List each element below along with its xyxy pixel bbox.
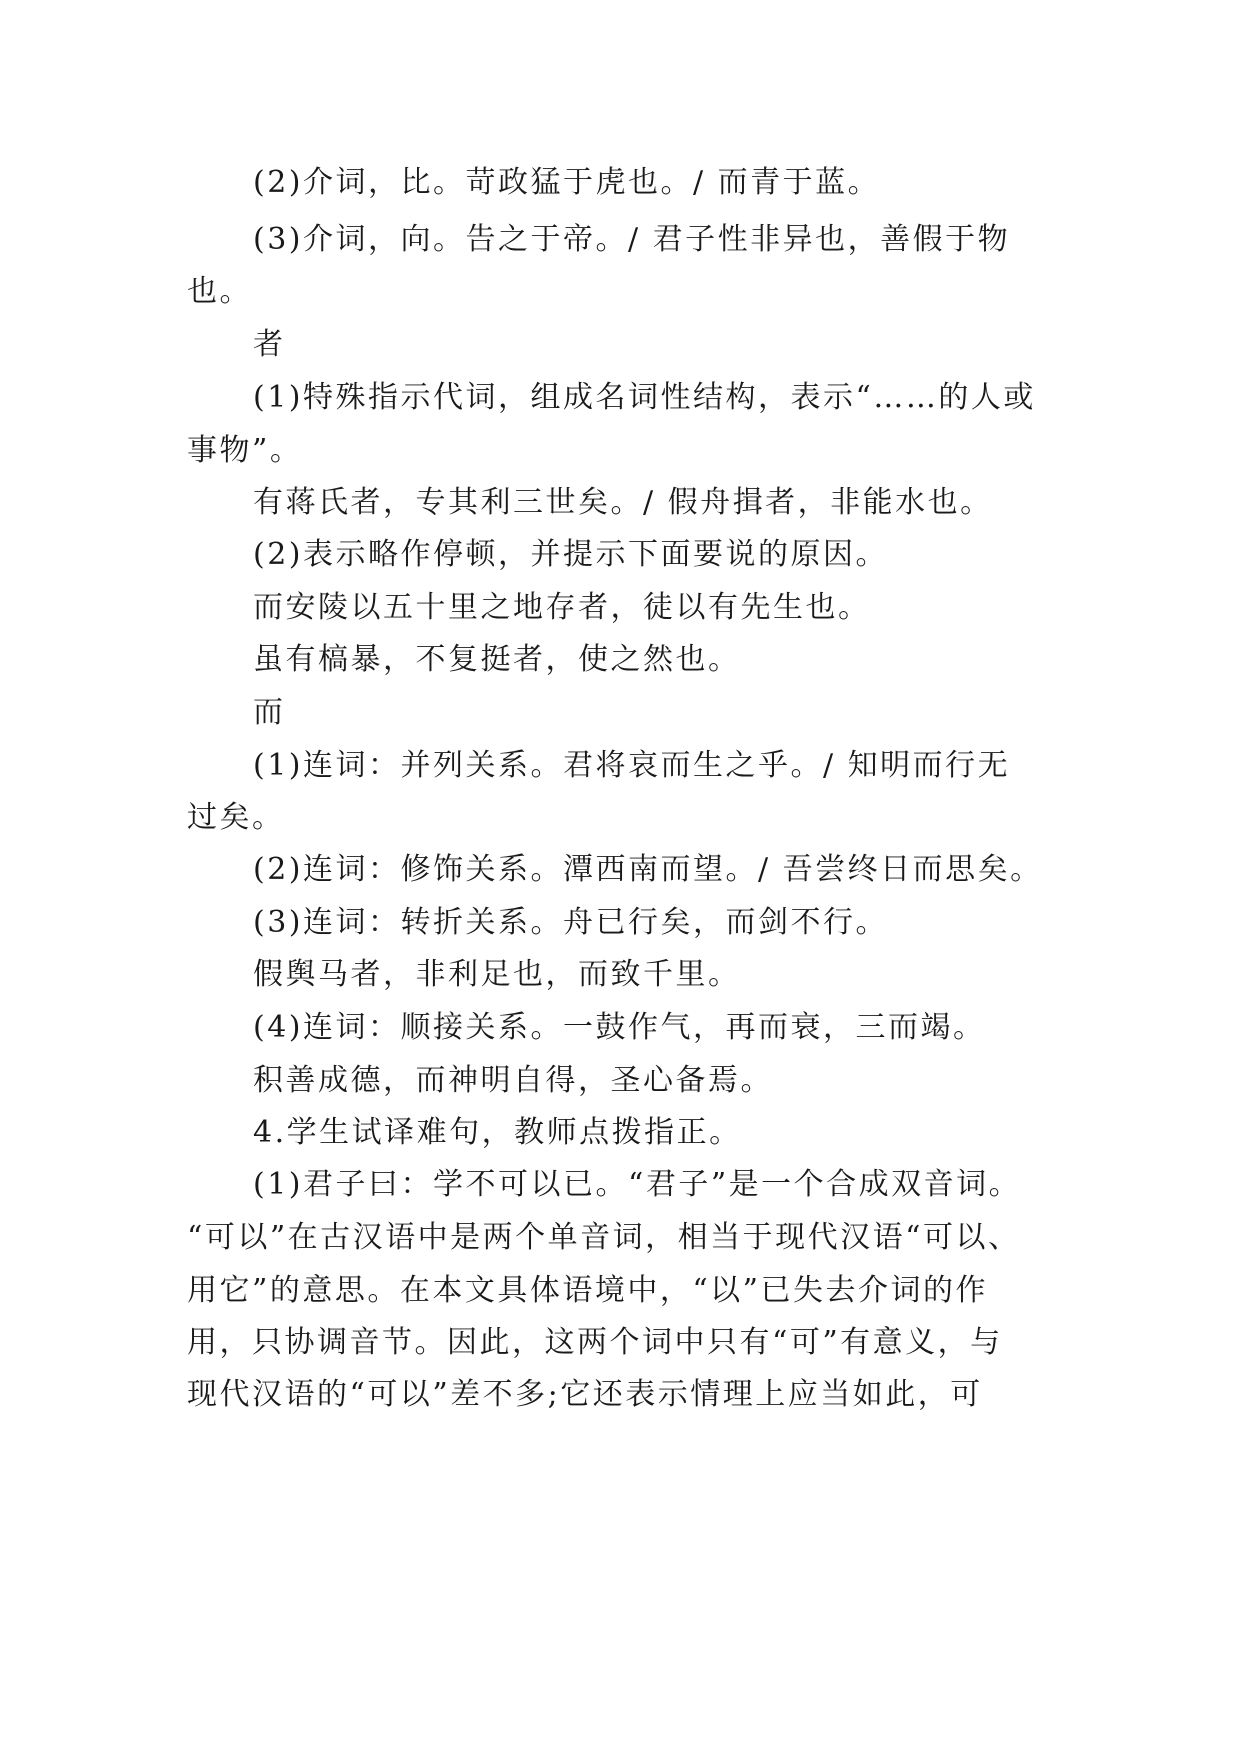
text-line: 积善成德，而神明自得，圣心备焉。 bbox=[253, 1063, 773, 1098]
text-line: (3)连词：转折关系。舟已行矣，而剑不行。 bbox=[253, 905, 888, 940]
text-line: “可以”在古汉语中是两个单音词，相当于现代汉语“可以、 bbox=[187, 1220, 1021, 1255]
text-line: (1)连词：并列关系。君将哀而生之乎。/ 知明而行无 bbox=[253, 748, 1011, 783]
text-line: 虽有槁暴，不复挺者，使之然也。 bbox=[253, 642, 741, 677]
text-line: (4)连词：顺接关系。一鼓作气，再而衰，三而竭。 bbox=[253, 1010, 986, 1045]
text-line: 有蒋氏者，专其利三世矣。/ 假舟揖者，非能水也。 bbox=[253, 485, 993, 520]
text-line: 而安陵以五十里之地存者，徒以有先生也。 bbox=[253, 590, 871, 625]
text-line: (2)连词：修饰关系。潭西南而望。/ 吾尝终日而思矣。 bbox=[253, 852, 1043, 887]
text-line: (3)介词，向。告之于帝。/ 君子性非异也，善假于物 bbox=[253, 222, 1011, 257]
text-line: 用它”的意思。在本文具体语境中，“以”已失去介词的作 bbox=[187, 1273, 989, 1308]
section-heading-er: 而 bbox=[253, 695, 286, 730]
text-line: (2)介词，比。苛政猛于虎也。/ 而青于蓝。 bbox=[253, 165, 881, 200]
text-line: 过矣。 bbox=[187, 800, 285, 835]
text-line: 事物”。 bbox=[187, 433, 303, 468]
text-line: 用，只协调音节。因此，这两个词中只有“可”有意义，与 bbox=[187, 1325, 1003, 1360]
text-line: (1)君子曰：学不可以已。“君子”是一个合成双音词。 bbox=[253, 1167, 1022, 1202]
text-line: 现代汉语的“可以”差不多;它还表示情理上应当如此，可 bbox=[187, 1377, 983, 1412]
text-line: 4.学生试译难句，教师点拨指正。 bbox=[253, 1115, 742, 1150]
text-line: (2)表示略作停顿，并提示下面要说的原因。 bbox=[253, 537, 888, 572]
section-heading-zhe: 者 bbox=[253, 327, 286, 362]
text-line: (1)特殊指示代词，组成名词性结构，表示“……的人或 bbox=[253, 380, 1036, 415]
text-line: 假舆马者，非利足也，而致千里。 bbox=[253, 957, 741, 992]
text-line: 也。 bbox=[187, 274, 252, 309]
